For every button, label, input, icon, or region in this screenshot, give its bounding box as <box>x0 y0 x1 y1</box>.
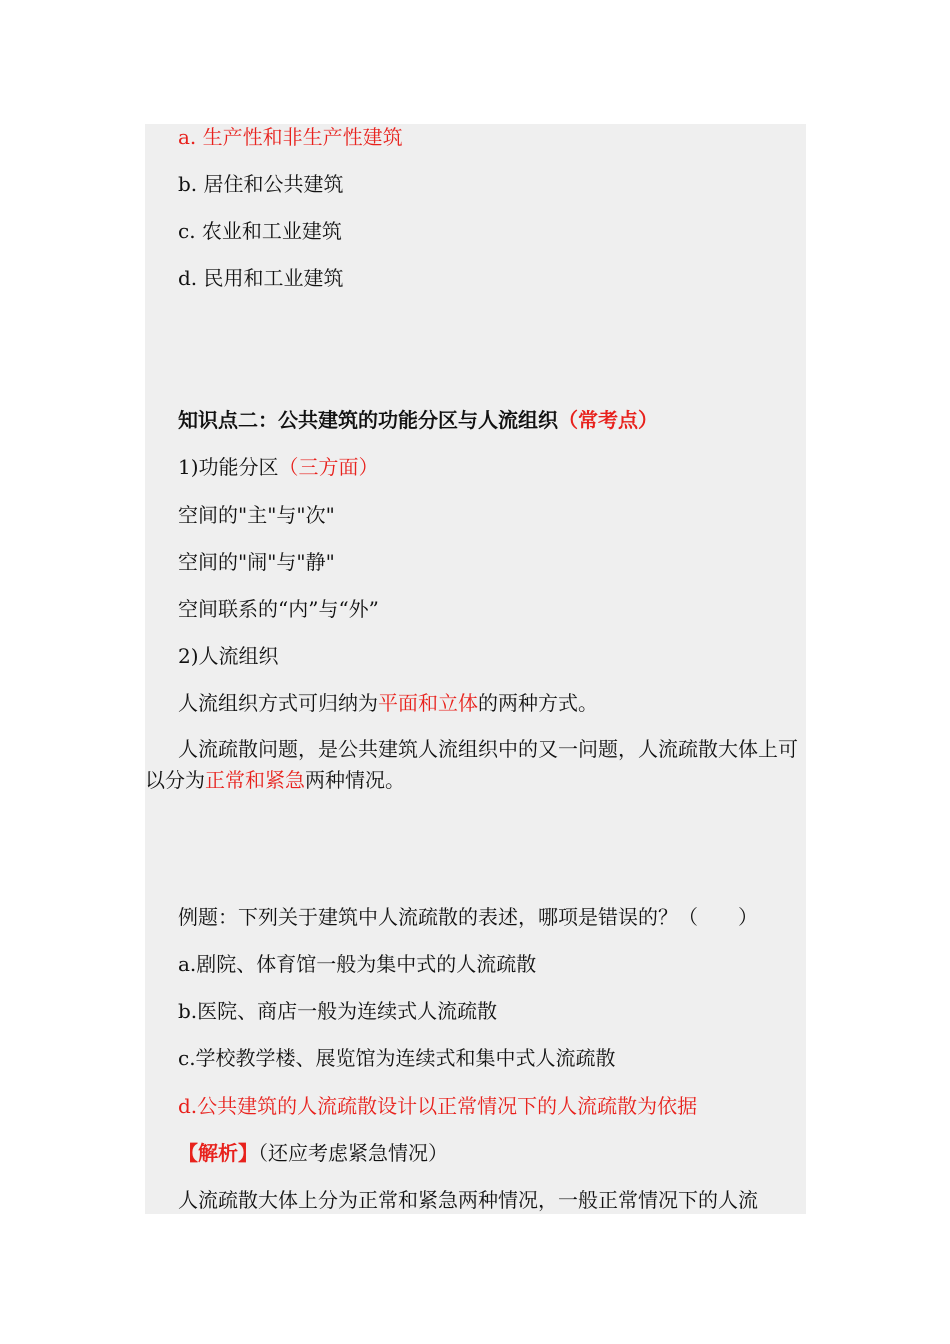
option-d: d. 民用和工业建筑 <box>178 266 344 290</box>
p1-text-b: 的两种方式。 <box>478 691 598 715</box>
p2-text-b: 两种情况。 <box>305 768 405 792</box>
section-heading <box>178 407 658 433</box>
option-b: b. 居住和公共建筑 <box>178 172 344 196</box>
p2-text-a: 人流疏散问题，是公共建筑人流组织中的又一问题，人流疏散大体上可以分为 <box>145 737 798 792</box>
example-option-c: c.学校教学楼、展览馆为连续式和集中式人流疏散 <box>178 1046 616 1070</box>
paragraph-1 <box>178 690 598 716</box>
analysis-line <box>178 1140 448 1166</box>
analysis-text: 人流疏散大体上分为正常和紧急两种情况，一般正常情况下的人流 <box>178 1188 758 1212</box>
analysis-note: （还应考虑紧急情况） <box>258 1141 448 1165</box>
item2-heading: 2)人流组织 <box>178 644 279 668</box>
p2-highlight: 正常和紧急 <box>205 768 305 792</box>
item1-label: 1)功能分区 <box>178 455 279 479</box>
paragraph-2 <box>145 734 806 796</box>
space-line-3: 空间联系的“内”与“外” <box>178 597 379 621</box>
example-option-a: a.剧院、体育馆一般为集中式的人流疏散 <box>178 952 537 976</box>
p1-highlight: 平面和立体 <box>378 691 478 715</box>
section-heading-text: 知识点二：公共建筑的功能分区与人流组织 <box>178 408 558 432</box>
space-line-2: 空间的"闹"与"静" <box>178 550 335 574</box>
item1-tag: （三方面） <box>278 455 379 479</box>
p1-text-a: 人流组织方式可归纳为 <box>178 691 378 715</box>
analysis-label: 【解析】 <box>178 1141 258 1165</box>
space-line-1: 空间的"主"与"次" <box>178 503 335 527</box>
option-a: a. 生产性和非生产性建筑 <box>178 125 403 149</box>
example-question: 例题：下列关于建筑中人流疏散的表述，哪项是错误的？（ ） <box>178 905 758 929</box>
example-option-b: b.医院、商店一般为连续式人流疏散 <box>178 999 498 1023</box>
section-heading-tag: （常考点） <box>558 408 658 432</box>
option-c: c. 农业和工业建筑 <box>178 219 342 243</box>
item1-heading <box>178 454 379 480</box>
example-option-d: d.公共建筑的人流疏散设计以正常情况下的人流疏散为依据 <box>178 1094 698 1118</box>
